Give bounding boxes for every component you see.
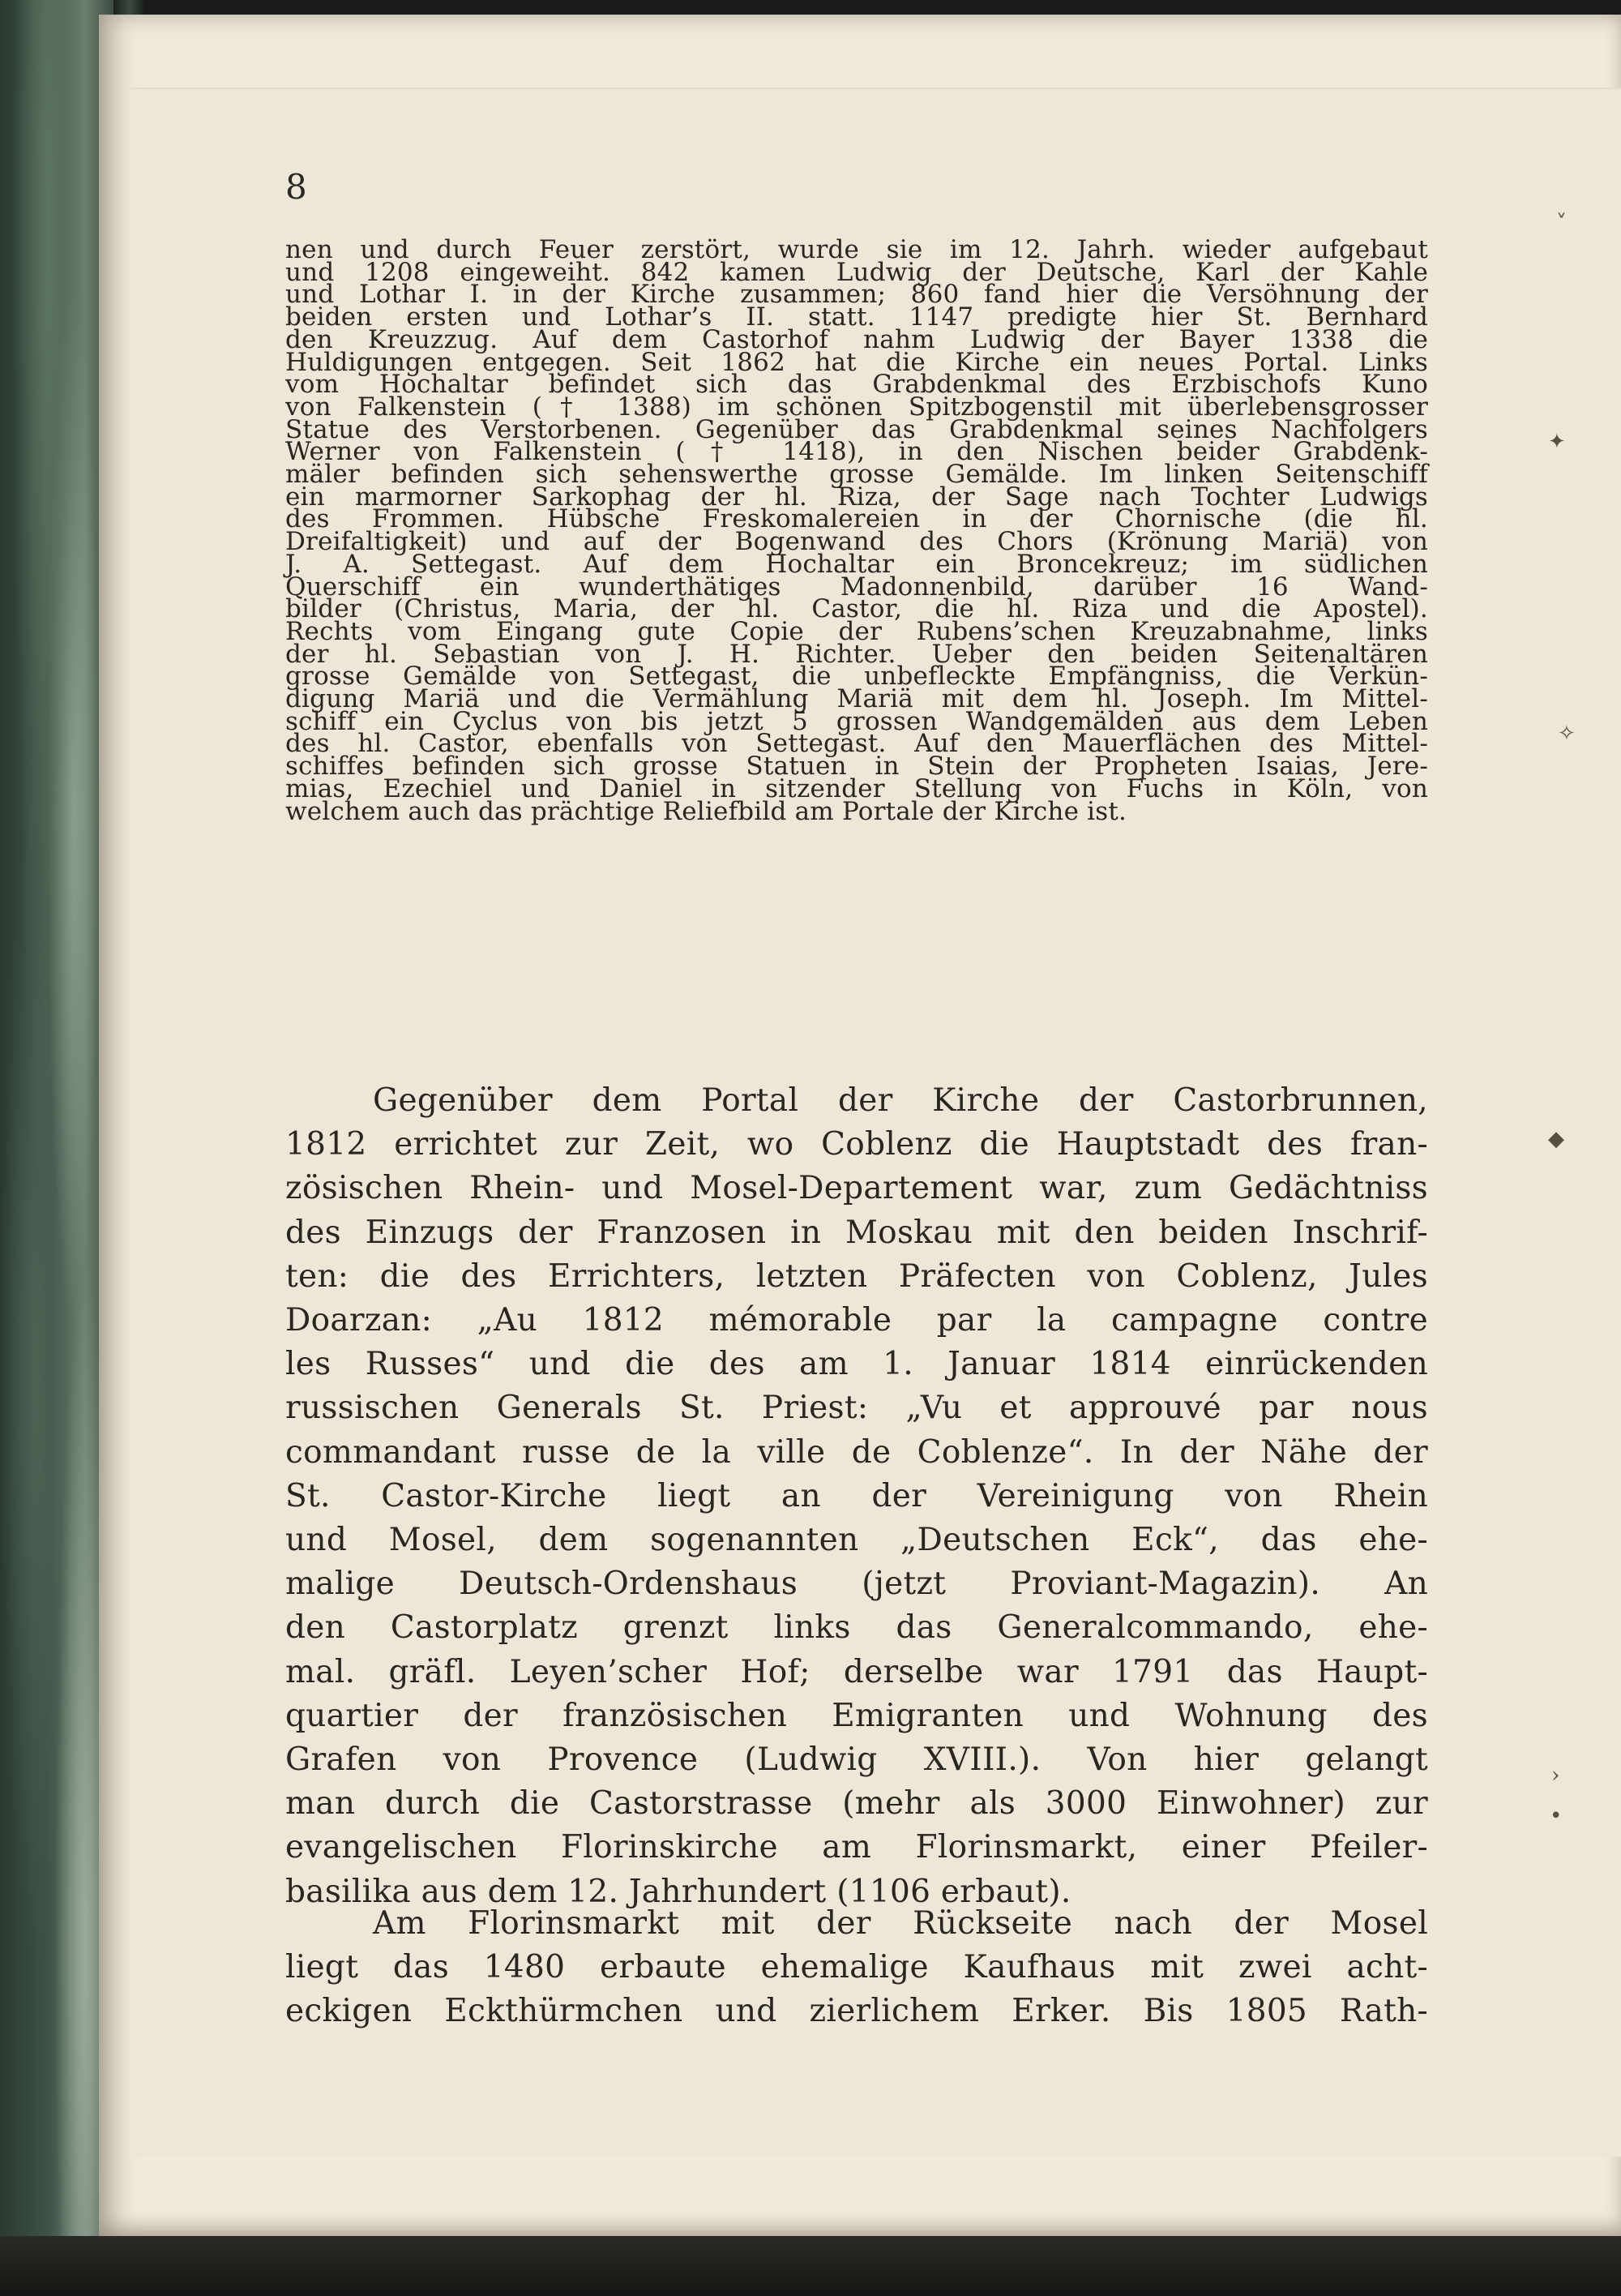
block1-line: und 1208 eingeweiht. 842 kamen Ludwig der Deutsche, Karl der Kahle [285,257,1428,287]
block1-line: Querschiff ein wunderthätiges Madonnenbild, darüber 16 Wand- [285,572,1428,602]
block1-line: J. A. Settegast. Auf dem Hochaltar ein Broncekreuz; im südlichen [285,549,1428,579]
block2-line: den Castorplatz grenzt links das Generalcommando, ehe- [285,1609,1428,1647]
block1-line: grosse Gemälde von Settegast, die unbefleckte Empfängniss, die Verkün- [285,662,1428,692]
block1-line: des Frommen. Hübsche Freskomalereien in der Chornische (die hl. [285,504,1428,534]
block2-line: les Russes“ und die des am 1. Januar 1814 einrückenden [285,1346,1428,1383]
block1-line: beiden ersten und Lothar’s II. statt. 1147 predigte hier St. Bernhard [285,302,1428,332]
block1-line: welchem auch das prächtige Reliefbild am Portale der Kirche ist. [285,796,1127,826]
block3-line: liegt das 1480 erbaute ehemalige Kaufhaus mit zwei acht- [285,1949,1428,1986]
block2-line: ten: die des Errichters, letzten Präfecten von Coblenz, Jules [285,1257,1428,1295]
block1-line: Dreifaltigkeit) und auf der Bogenwand des Chors (Krönung Mariä) von [285,527,1428,557]
block1-line: Rechts vom Eingang gute Copie der Rubens’schen Kreuzabnahme, links [285,616,1428,646]
page-number: 8 [285,167,307,207]
block1-line: mäler befinden sich sehenswerthe grosse Gemälde. Im linken Seitenschiff [285,460,1428,489]
block1-line: nen und durch Feuer zerstört, wurde sie im 12. Jahrh. wieder aufgebaut [285,235,1428,264]
block2-line: St. Castor-Kirche liegt an der Vereinigung von Rhein [285,1477,1428,1514]
block2-line: basilika aus dem 12. Jahrhundert (1106 erbaut). [285,1873,1071,1910]
block1-line: den Kreuzzug. Auf dem Castorhof nahm Ludwig der Bayer 1338 die [285,324,1428,354]
block1-line: bilder (Christus, Maria, der hl. Castor, die hl. Riza und die Apostel). [285,594,1428,624]
block2-line: evangelischen Florinskirche am Florinsmarkt, einer Pfeiler- [285,1829,1428,1866]
block1-line: von Falkenstein († 1388) im schönen Spitzbogenstil mit überlebensgrosser [285,392,1428,422]
block1-line: digung Mariä und die Vermählung Mariä mit dem hl. Joseph. Im Mittel- [285,684,1428,713]
block3-line: eckigen Eckthürmchen und zierlichem Erker. Bis 1805 Rath- [285,1993,1428,2030]
block1-line: schiffes befinden sich grosse Statuen in Stein der Propheten Isaias, Jere- [285,752,1428,782]
block2-line: russischen Generals St. Priest: „Vu et approuvé par nous [285,1390,1428,1427]
block1-line: des hl. Castor, ebenfalls von Settegast. Auf den Mauerflächen des Mittel- [285,729,1428,759]
margin-marks: ˅ ✦ ✧ ◆ › • [1548,211,1576,1828]
block1-line: Statue des Verstorbenen. Gegenüber das Grabdenkmal seines Nachfolgers [285,414,1428,444]
block2-line: mal. gräfl. Leyen’scher Hof; derselbe war 1791 das Haupt- [285,1653,1428,1690]
block3-line: Am Florinsmarkt mit der Rückseite nach der Mosel [373,1905,1428,1942]
block2-line: commandant russe de la ville de Coblenze“. In der Nähe der [285,1433,1428,1471]
block2-line: Grafen von Provence (Ludwig XVIII.). Von hier gelangt [285,1741,1428,1778]
block2-line: malige Deutsch-Ordenshaus (jetzt Proviant-Magazin). An [285,1566,1428,1603]
block1-line: mias, Ezechiel und Daniel in sitzender Stellung von Fuchs in Köln, von [285,773,1428,803]
block2-line: und Mosel, dem sogenannten „Deutschen Eck“, das ehe- [285,1522,1428,1558]
block1-line: Huldigungen entgegen. Seit 1862 hat die Kirche ein neues Portal. Links [285,347,1428,377]
block1-line: ein marmorner Sarkophag der hl. Riza, der Sage nach Tochter Ludwigs [285,482,1428,512]
block1-line: und Lothar I. in der Kirche zusammen; 860 fand hier die Versöhnung der [285,280,1428,310]
block2-line: Doarzan: „Au 1812 mémorable par la campagne contre [285,1302,1428,1339]
block1-line: Werner von Falkenstein († 1418), in den Nischen beider Grabdenk- [285,437,1428,467]
block1-line: der hl. Sebastian von J. H. Richter. Ueber den beiden Seitenaltären [285,639,1428,669]
block1-line: schiff ein Cyclus von bis jetzt 5 grossen Wandgemälden aus dem Leben [285,706,1428,736]
block2-line: 1812 errichtet zur Zeit, wo Coblenz die Hauptstadt des fran- [285,1126,1428,1163]
block1-line: vom Hochaltar befindet sich das Grabdenkmal des Erzbischofs Kuno [285,370,1428,400]
block2-line: Gegenüber dem Portal der Kirche der Castorbrunnen, [373,1082,1428,1119]
block2-line: des Einzugs der Franzosen in Moskau mit den beiden Inschrif- [285,1214,1428,1251]
block2-line: quartier der französischen Emigranten und Wohnung des [285,1697,1428,1734]
block2-line: man durch die Castorstrasse (mehr als 3000 Einwohner) zur [285,1785,1428,1823]
bottom-shadow [0,2236,1621,2296]
block2-line: zösischen Rhein- und Mosel-Departement war, zum Gedächtniss [285,1170,1428,1207]
